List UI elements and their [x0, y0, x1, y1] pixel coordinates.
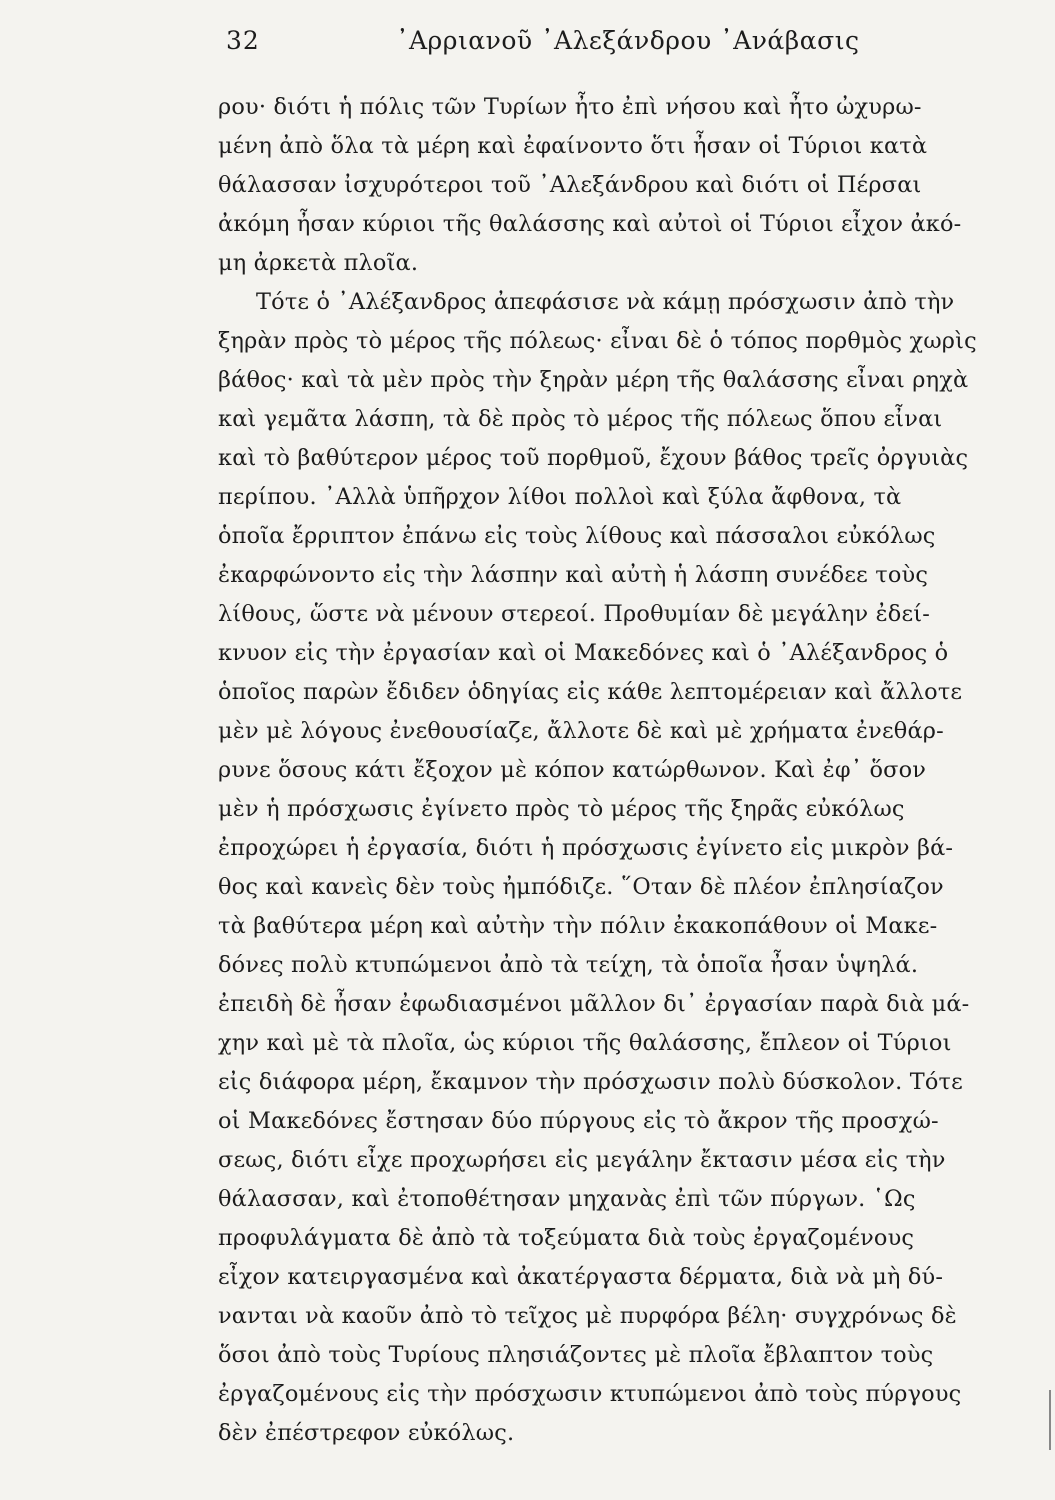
- text-line: μὲν ἡ πρόσχωσις ἐγίνετο πρὸς τὸ μέρος τῆς ξηρᾶς εὐκόλως: [218, 796, 905, 822]
- text-line: περίπου. ᾿Αλλὰ ὑπῆρχον λίθοι πολλοὶ καὶ ξύλα ἄφθονα, τὰ: [218, 484, 902, 510]
- text-line: σεως, διότι εἶχε προχωρήσει εἰς μεγάλην ἔκτασιν μέσα εἰς τὴν: [218, 1147, 946, 1173]
- page-number: 32: [226, 26, 260, 55]
- text-line: μένη ἀπὸ ὅλα τὰ μέρη καὶ ἐφαίνοντο ὅτι ἦσαν οἱ Τύριοι κατὰ: [218, 133, 928, 159]
- text-line: Τότε ὁ ᾿Αλέξανδρος ἀπεφάσισε νὰ κάμῃ πρόσχωσιν ἀπὸ τὴν: [256, 289, 955, 315]
- text-line: οἱ Μακεδόνες ἔστησαν δύο πύργους εἰς τὸ ἄκρον τῆς προσχώ-: [218, 1108, 939, 1134]
- text-line: ὁποῖα ἔρριπτον ἐπάνω εἰς τοὺς λίθους καὶ πάσσαλοι εὐκόλως: [218, 523, 936, 549]
- text-line: νανται νὰ καοῦν ἀπὸ τὸ τεῖχος μὲ πυρφόρα βέλη· συγχρόνως δὲ: [218, 1303, 957, 1329]
- text-line: μὲν μὲ λόγους ἐνεθουσίαζε, ἄλλοτε δὲ καὶ μὲ χρήματα ἐνεθάρ-: [218, 718, 944, 744]
- text-line: καὶ τὸ βαθύτερον μέρος τοῦ πορθμοῦ, ἔχουν βάθος τρεῖς ὀργυιὰς: [218, 445, 969, 471]
- text-line: ἐπειδὴ δὲ ἦσαν ἐφωδιασμένοι μᾶλλον δι᾿ ἐργασίαν παρὰ διὰ μά-: [218, 991, 970, 1017]
- text-line: ἀκόμη ἦσαν κύριοι τῆς θαλάσσης καὶ αὐτοὶ οἱ Τύριοι εἶχον ἀκό-: [218, 211, 962, 237]
- text-line: βάθος· καὶ τὰ μὲν πρὸς τὴν ξηρὰν μέρη τῆς θαλάσσης εἶναι ρηχὰ: [218, 367, 969, 393]
- page-header: [226, 20, 860, 70]
- text-line: θάλασσαν, καὶ ἐτοποθέτησαν μηχανὰς ἐπὶ τῶν πύργων. ῾Ως: [218, 1186, 916, 1212]
- text-line: καὶ γεμᾶτα λάσπη, τὰ δὲ πρὸς τὸ μέρος τῆς πόλεως ὅπου εἶναι: [218, 406, 943, 432]
- body-text: [218, 88, 977, 1453]
- text-line: δόνες πολὺ κτυπώμενοι ἀπὸ τὰ τείχη, τὰ ὁποῖα ἦσαν ὑψηλά.: [218, 952, 919, 978]
- text-line: προφυλάγματα δὲ ἀπὸ τὰ τοξεύματα διὰ τοὺς ἐργαζομένους: [218, 1225, 915, 1251]
- text-line: χην καὶ μὲ τὰ πλοῖα, ὡς κύριοι τῆς θαλάσσης, ἔπλεον οἱ Τύριοι: [218, 1030, 952, 1056]
- text-line: λίθους, ὥστε νὰ μένουν στερεοί. Προθυμίαν δὲ μεγάλην ἐδεί-: [218, 601, 931, 627]
- text-line: τὰ βαθύτερα μέρη καὶ αὐτὴν τὴν πόλιν ἐκακοπάθουν οἱ Μακε-: [218, 913, 938, 939]
- text-line: εἰς διάφορα μέρη, ἔκαμνον τὴν πρόσχωσιν πολὺ δύσκολον. Τότε: [218, 1069, 963, 1095]
- text-line: ξηρὰν πρὸς τὸ μέρος τῆς πόλεως· εἶναι δὲ ὁ τόπος πορθμὸς χωρὶς: [218, 328, 977, 354]
- text-line: ρυνε ὅσους κάτι ἔξοχον μὲ κόπον κατώρθωνον. Καὶ ἐφ᾿ ὅσον: [218, 757, 927, 783]
- text-line: θάλασσαν ἰσχυρότεροι τοῦ ᾿Αλεξάνδρου καὶ διότι οἱ Πέρσαι: [218, 172, 922, 198]
- text-line: ρου· διότι ἡ πόλις τῶν Τυρίων ἦτο ἐπὶ νήσου καὶ ἦτο ὠχυρω-: [218, 94, 922, 120]
- text-line: μη ἀρκετὰ πλοῖα.: [218, 250, 419, 276]
- text-line: δὲν ἐπέστρεφον εὐκόλως.: [218, 1420, 515, 1446]
- text-line: ἐπροχώρει ἡ ἐργασία, διότι ἡ πρόσχωσις ἐγίνετο εἰς μικρὸν βά-: [218, 835, 954, 861]
- page-edge-mark: [1049, 1390, 1051, 1450]
- text-line: ὅσοι ἀπὸ τοὺς Τυρίους πλησιάζοντες μὲ πλοῖα ἔβλαπτον τοὺς: [218, 1342, 934, 1368]
- running-title: ᾿Αρριανοῦ ᾿Αλεξάνδρου ᾿Ανάβασις: [396, 26, 860, 55]
- text-line: ὁποῖος παρὼν ἔδιδεν ὁδηγίας εἰς κάθε λεπτομέρειαν καὶ ἄλλοτε: [218, 679, 963, 705]
- text-line: κνυον εἰς τὴν ἐργασίαν καὶ οἱ Μακεδόνες καὶ ὁ ᾿Αλέξανδρος ὁ: [218, 640, 949, 666]
- text-line: ἐκαρφώνοντο εἰς τὴν λάσπην καὶ αὐτὴ ἡ λάσπη συνέδεε τοὺς: [218, 562, 929, 588]
- text-line: εἶχον κατειργασμένα καὶ ἀκατέργαστα δέρματα, διὰ νὰ μὴ δύ-: [218, 1264, 944, 1290]
- text-line: ἐργαζομένους εἰς τὴν πρόσχωσιν κτυπώμενοι ἀπὸ τοὺς πύργους: [218, 1381, 962, 1407]
- text-line: θος καὶ κανεὶς δὲν τοὺς ἠμπόδιζε. ῞Οταν δὲ πλέον ἐπλησίαζον: [218, 874, 944, 900]
